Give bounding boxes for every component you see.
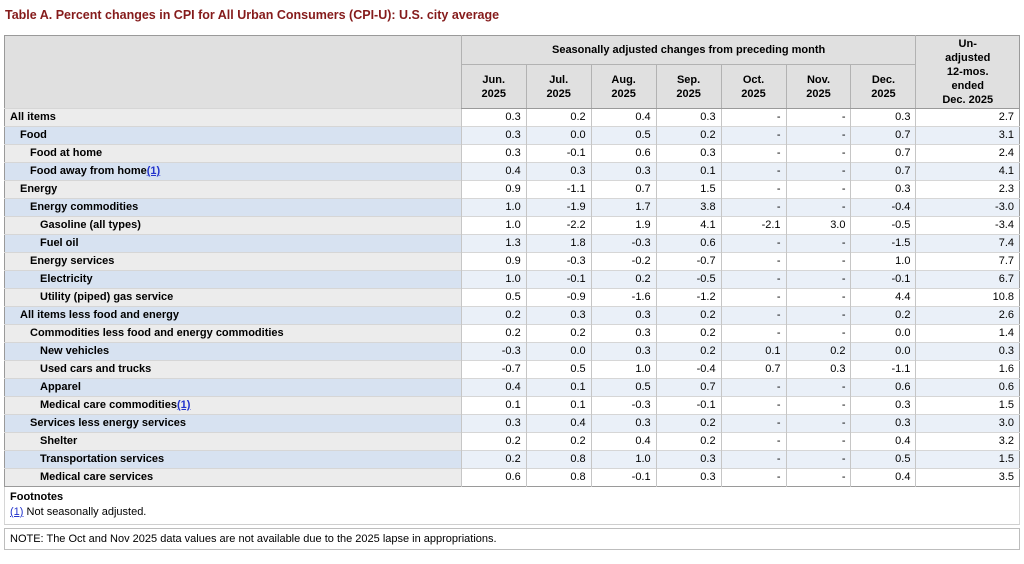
month-value-cell: -0.3 — [591, 235, 656, 253]
month-header-cell — [721, 65, 786, 109]
table-row — [5, 469, 1020, 487]
month-value-cell: -0.7 — [461, 361, 526, 379]
month-value-cell: -0.7 — [656, 253, 721, 271]
month-header-cell — [461, 65, 526, 109]
month-value-cell: 1.3 — [461, 235, 526, 253]
month-value-cell: - — [786, 109, 851, 127]
unadjusted-value-cell: 1.6 — [916, 361, 1020, 379]
month-value-cell: 0.0 — [851, 343, 916, 361]
unadjusted-value-cell: 3.5 — [916, 469, 1020, 487]
month-value-cell: - — [786, 253, 851, 271]
unadjusted-value-cell: 3.2 — [916, 433, 1020, 451]
table-row — [5, 181, 1020, 199]
month-value-cell: 0.2 — [526, 325, 591, 343]
month-value-cell: 0.2 — [461, 307, 526, 325]
month-value-cell: 0.3 — [591, 325, 656, 343]
unadjusted-value-cell: 0.6 — [916, 379, 1020, 397]
row-label-cell — [5, 451, 462, 469]
month-value-cell: 1.5 — [656, 181, 721, 199]
unadjusted-value-cell: 1.5 — [916, 451, 1020, 469]
month-value-cell: 0.4 — [591, 433, 656, 451]
row-label-cell — [5, 127, 462, 145]
unadjusted-header-cell — [916, 36, 1020, 109]
page-title: Table A. Percent changes in CPI for All Urban Consumers (CPI-U): U.S. city average — [5, 8, 500, 22]
unadjusted-value-cell: 2.7 — [916, 109, 1020, 127]
row-label: Electricity — [40, 273, 93, 285]
month-value-cell: -0.2 — [591, 253, 656, 271]
month-value-cell: -0.9 — [526, 289, 591, 307]
month-value-cell: -1.9 — [526, 199, 591, 217]
month-value-cell: 0.0 — [526, 127, 591, 145]
row-label: Energy — [20, 183, 58, 195]
month-value-cell: 0.6 — [656, 235, 721, 253]
month-value-cell: 0.3 — [786, 361, 851, 379]
month-value-cell: 0.3 — [461, 109, 526, 127]
table-row — [5, 307, 1020, 325]
month-value-cell: 0.2 — [526, 433, 591, 451]
month-value-cell: 4.1 — [656, 217, 721, 235]
month-value-cell: 0.6 — [851, 379, 916, 397]
month-value-cell: - — [721, 307, 786, 325]
month-value-cell: 0.3 — [591, 343, 656, 361]
row-label-cell — [5, 271, 462, 289]
month-value-cell: 0.7 — [721, 361, 786, 379]
month-value-cell: 0.5 — [591, 379, 656, 397]
row-label-cell — [5, 325, 462, 343]
month-value-cell: 0.1 — [461, 397, 526, 415]
footnote-1-link[interactable]: (1) — [10, 506, 24, 518]
row-label: Energy services — [30, 255, 115, 267]
table-row — [5, 271, 1020, 289]
month-value-cell: -1.1 — [851, 361, 916, 379]
row-label-cell — [5, 415, 462, 433]
month-value-cell: -0.3 — [591, 397, 656, 415]
month-value-cell: - — [786, 235, 851, 253]
month-value-cell: 0.9 — [461, 253, 526, 271]
month-value-cell: 0.2 — [656, 127, 721, 145]
month-value-cell: - — [786, 397, 851, 415]
month-value-cell: -2.1 — [721, 217, 786, 235]
unadjusted-value-cell: 4.1 — [916, 163, 1020, 181]
month-value-cell: 4.4 — [851, 289, 916, 307]
month-header-label: Nov. 2025 — [806, 73, 831, 100]
row-label: Medical care commodities — [40, 399, 177, 411]
table-header — [5, 36, 1020, 109]
month-value-cell: 0.2 — [656, 343, 721, 361]
cpi-table — [4, 35, 1020, 487]
month-value-cell: 0.7 — [656, 379, 721, 397]
month-header-label: Sep. 2025 — [676, 73, 701, 100]
unadjusted-value-cell: 7.7 — [916, 253, 1020, 271]
row-label-cell — [5, 235, 462, 253]
month-value-cell: -0.3 — [461, 343, 526, 361]
month-value-cell: 0.5 — [851, 451, 916, 469]
month-header-label: Jul. 2025 — [546, 73, 571, 100]
month-value-cell: -0.3 — [526, 253, 591, 271]
month-value-cell: - — [786, 271, 851, 289]
month-value-cell: - — [721, 397, 786, 415]
row-label: Utility (piped) gas service — [40, 291, 174, 303]
month-value-cell: 1.0 — [591, 361, 656, 379]
row-label: Food away from home — [30, 165, 147, 177]
month-value-cell: 0.3 — [656, 109, 721, 127]
month-value-cell: - — [721, 433, 786, 451]
row-label-cell — [5, 253, 462, 271]
header-group-row — [5, 36, 1020, 65]
month-value-cell: -0.1 — [851, 271, 916, 289]
month-value-cell: 0.3 — [526, 163, 591, 181]
month-value-cell: 0.7 — [851, 145, 916, 163]
month-value-cell: 0.2 — [851, 307, 916, 325]
table-row — [5, 145, 1020, 163]
table-row — [5, 163, 1020, 181]
month-value-cell: - — [786, 163, 851, 181]
month-value-cell: - — [786, 307, 851, 325]
month-value-cell: -0.1 — [591, 469, 656, 487]
month-header-label: Dec. 2025 — [871, 73, 896, 100]
month-value-cell: - — [786, 289, 851, 307]
row-label: Food — [20, 129, 47, 141]
month-value-cell: - — [786, 469, 851, 487]
month-value-cell: 0.2 — [656, 325, 721, 343]
month-value-cell: 0.3 — [461, 127, 526, 145]
row-label: Services less energy services — [30, 417, 186, 429]
month-value-cell: 0.3 — [851, 397, 916, 415]
month-value-cell: 1.9 — [591, 217, 656, 235]
month-value-cell: - — [786, 415, 851, 433]
table-row — [5, 325, 1020, 343]
month-value-cell: 0.1 — [526, 397, 591, 415]
month-header-cell — [591, 65, 656, 109]
table-row — [5, 109, 1020, 127]
unadjusted-value-cell: 2.6 — [916, 307, 1020, 325]
month-value-cell: - — [721, 289, 786, 307]
row-label-cell — [5, 469, 462, 487]
footnote-item — [10, 506, 1014, 518]
row-label-cell — [5, 361, 462, 379]
month-value-cell: - — [786, 199, 851, 217]
month-header-label: Oct. 2025 — [741, 73, 766, 100]
month-value-cell: 0.3 — [656, 469, 721, 487]
row-label-cell — [5, 181, 462, 199]
table-row — [5, 433, 1020, 451]
row-label-cell — [5, 379, 462, 397]
unadjusted-value-cell: 7.4 — [916, 235, 1020, 253]
month-value-cell: 3.8 — [656, 199, 721, 217]
month-value-cell: - — [786, 433, 851, 451]
table-row — [5, 199, 1020, 217]
footnotes-section — [4, 487, 1020, 525]
month-value-cell: 0.4 — [461, 163, 526, 181]
month-value-cell: 0.4 — [591, 109, 656, 127]
month-value-cell: 0.3 — [656, 145, 721, 163]
month-value-cell: 0.8 — [526, 469, 591, 487]
month-value-cell: -0.1 — [526, 271, 591, 289]
month-value-cell: 0.3 — [851, 415, 916, 433]
row-label: All items — [10, 111, 56, 123]
month-value-cell: 0.2 — [656, 433, 721, 451]
month-value-cell: -1.2 — [656, 289, 721, 307]
row-label-cell — [5, 289, 462, 307]
month-value-cell: 0.2 — [786, 343, 851, 361]
row-label: Fuel oil — [40, 237, 79, 249]
month-value-cell: -0.5 — [656, 271, 721, 289]
month-value-cell: 0.3 — [591, 163, 656, 181]
row-label-cell — [5, 199, 462, 217]
table-row — [5, 415, 1020, 433]
month-value-cell: 0.3 — [591, 415, 656, 433]
table-row — [5, 379, 1020, 397]
month-value-cell: 0.1 — [526, 379, 591, 397]
month-value-cell: 0.4 — [851, 433, 916, 451]
month-value-cell: 0.5 — [591, 127, 656, 145]
month-header-label: Jun. 2025 — [481, 73, 506, 100]
month-value-cell: 0.1 — [656, 163, 721, 181]
table-row — [5, 217, 1020, 235]
month-value-cell: - — [721, 199, 786, 217]
row-label: Apparel — [40, 381, 81, 393]
month-value-cell: 0.9 — [461, 181, 526, 199]
month-value-cell: 0.3 — [656, 451, 721, 469]
row-label-cell — [5, 109, 462, 127]
row-label: Medical care services — [40, 471, 154, 483]
stub-header-cell — [5, 36, 462, 109]
month-value-cell: - — [721, 127, 786, 145]
month-value-cell: - — [786, 145, 851, 163]
month-value-cell: 0.2 — [461, 433, 526, 451]
month-value-cell: 1.8 — [526, 235, 591, 253]
row-label: Used cars and trucks — [40, 363, 152, 375]
month-value-cell: - — [721, 451, 786, 469]
unadjusted-value-cell: 2.4 — [916, 145, 1020, 163]
unadjusted-value-cell: 1.5 — [916, 397, 1020, 415]
month-value-cell: 0.3 — [851, 109, 916, 127]
month-value-cell: 1.0 — [591, 451, 656, 469]
month-value-cell: 1.0 — [461, 271, 526, 289]
row-label: Commodities less food and energy commodities — [30, 327, 284, 339]
month-value-cell: 0.0 — [526, 343, 591, 361]
month-value-cell: - — [786, 451, 851, 469]
table-row — [5, 397, 1020, 415]
month-value-cell: - — [721, 163, 786, 181]
row-label-cell — [5, 307, 462, 325]
row-label-cell — [5, 217, 462, 235]
month-value-cell: 0.4 — [851, 469, 916, 487]
month-value-cell: 0.6 — [591, 145, 656, 163]
row-label: Gasoline (all types) — [40, 219, 141, 231]
unadjusted-value-cell: 10.8 — [916, 289, 1020, 307]
row-label-cell — [5, 343, 462, 361]
row-label-cell — [5, 163, 462, 181]
month-value-cell: 0.3 — [851, 181, 916, 199]
month-value-cell: - — [721, 253, 786, 271]
month-value-cell: 0.8 — [526, 451, 591, 469]
row-label: Food at home — [30, 147, 103, 159]
month-value-cell: -1.1 — [526, 181, 591, 199]
unadjusted-value-cell: 3.0 — [916, 415, 1020, 433]
footnotes-heading: Footnotes — [10, 491, 64, 503]
row-label: Shelter — [40, 435, 78, 447]
footnote-ref-link[interactable]: (1) — [146, 165, 161, 177]
month-value-cell: 1.7 — [591, 199, 656, 217]
month-value-cell: - — [786, 181, 851, 199]
month-header-cell — [851, 65, 916, 109]
month-value-cell: 0.7 — [851, 127, 916, 145]
month-value-cell: -1.6 — [591, 289, 656, 307]
month-value-cell: -1.5 — [851, 235, 916, 253]
table-row — [5, 343, 1020, 361]
month-value-cell: 0.2 — [526, 109, 591, 127]
month-value-cell: 0.6 — [461, 469, 526, 487]
table-row — [5, 361, 1020, 379]
row-label: All items less food and energy — [20, 309, 179, 321]
row-label: Transportation services — [40, 453, 165, 465]
unadjusted-value-cell: 1.4 — [916, 325, 1020, 343]
month-value-cell: 0.2 — [461, 325, 526, 343]
month-value-cell: 0.2 — [656, 307, 721, 325]
month-value-cell: 0.1 — [721, 343, 786, 361]
table-row — [5, 127, 1020, 145]
month-value-cell: 0.3 — [526, 307, 591, 325]
month-value-cell: 0.3 — [591, 307, 656, 325]
note-box — [4, 528, 1020, 550]
month-value-cell: 0.0 — [851, 325, 916, 343]
footnote-1-text: Not seasonally adjusted. — [26, 506, 147, 518]
seasonally-adjusted-header: Seasonally adjusted changes from preceding month — [461, 36, 916, 65]
table-row — [5, 235, 1020, 253]
row-label: Energy commodities — [30, 201, 139, 213]
month-value-cell: 1.0 — [461, 217, 526, 235]
month-value-cell: 0.2 — [656, 415, 721, 433]
table-row — [5, 253, 1020, 271]
row-label-cell — [5, 433, 462, 451]
month-value-cell: - — [721, 415, 786, 433]
month-header-cell — [526, 65, 591, 109]
month-value-cell: -2.2 — [526, 217, 591, 235]
month-value-cell: - — [721, 271, 786, 289]
month-value-cell: - — [721, 469, 786, 487]
month-value-cell: 0.7 — [851, 163, 916, 181]
month-value-cell: 0.5 — [461, 289, 526, 307]
note-text: NOTE: The Oct and Nov 2025 data values are not available due to the 2025 lapse in appropriations. — [10, 533, 497, 545]
month-value-cell: 3.0 — [786, 217, 851, 235]
row-label-cell — [5, 397, 462, 415]
month-value-cell: -0.4 — [851, 199, 916, 217]
unadjusted-value-cell: 6.7 — [916, 271, 1020, 289]
unadjusted-value-cell: -3.4 — [916, 217, 1020, 235]
unadjusted-value-cell: 2.3 — [916, 181, 1020, 199]
table-row — [5, 289, 1020, 307]
month-value-cell: 1.0 — [461, 199, 526, 217]
month-value-cell: 0.7 — [591, 181, 656, 199]
month-value-cell: -0.1 — [526, 145, 591, 163]
month-value-cell: - — [786, 127, 851, 145]
month-value-cell: 0.3 — [461, 145, 526, 163]
month-value-cell: 0.4 — [461, 379, 526, 397]
month-value-cell: 0.4 — [526, 415, 591, 433]
unadjusted-value-cell: 3.1 — [916, 127, 1020, 145]
month-value-cell: 1.0 — [851, 253, 916, 271]
month-value-cell: - — [786, 379, 851, 397]
month-value-cell: - — [721, 181, 786, 199]
month-value-cell: - — [721, 145, 786, 163]
month-header-cell — [786, 65, 851, 109]
month-value-cell: - — [721, 325, 786, 343]
month-value-cell: 0.3 — [461, 415, 526, 433]
month-header-cell — [656, 65, 721, 109]
month-value-cell: 0.2 — [591, 271, 656, 289]
unadjusted-value-cell: -3.0 — [916, 199, 1020, 217]
month-value-cell: 0.5 — [526, 361, 591, 379]
table-body — [5, 109, 1020, 487]
month-value-cell: - — [786, 325, 851, 343]
table-row — [5, 451, 1020, 469]
month-value-cell: - — [721, 235, 786, 253]
month-header-label: Aug. 2025 — [611, 73, 636, 100]
footnote-ref-link[interactable]: (1) — [176, 399, 191, 411]
month-value-cell: - — [721, 379, 786, 397]
month-value-cell: -0.4 — [656, 361, 721, 379]
unadjusted-value-cell: 0.3 — [916, 343, 1020, 361]
month-value-cell: - — [721, 109, 786, 127]
month-value-cell: -0.5 — [851, 217, 916, 235]
row-label: New vehicles — [40, 345, 110, 357]
month-value-cell: -0.1 — [656, 397, 721, 415]
row-label-cell — [5, 145, 462, 163]
month-value-cell: 0.2 — [461, 451, 526, 469]
unadjusted-header-label: Un-adjusted 12-mos. ended Dec. 2025 — [942, 38, 994, 106]
